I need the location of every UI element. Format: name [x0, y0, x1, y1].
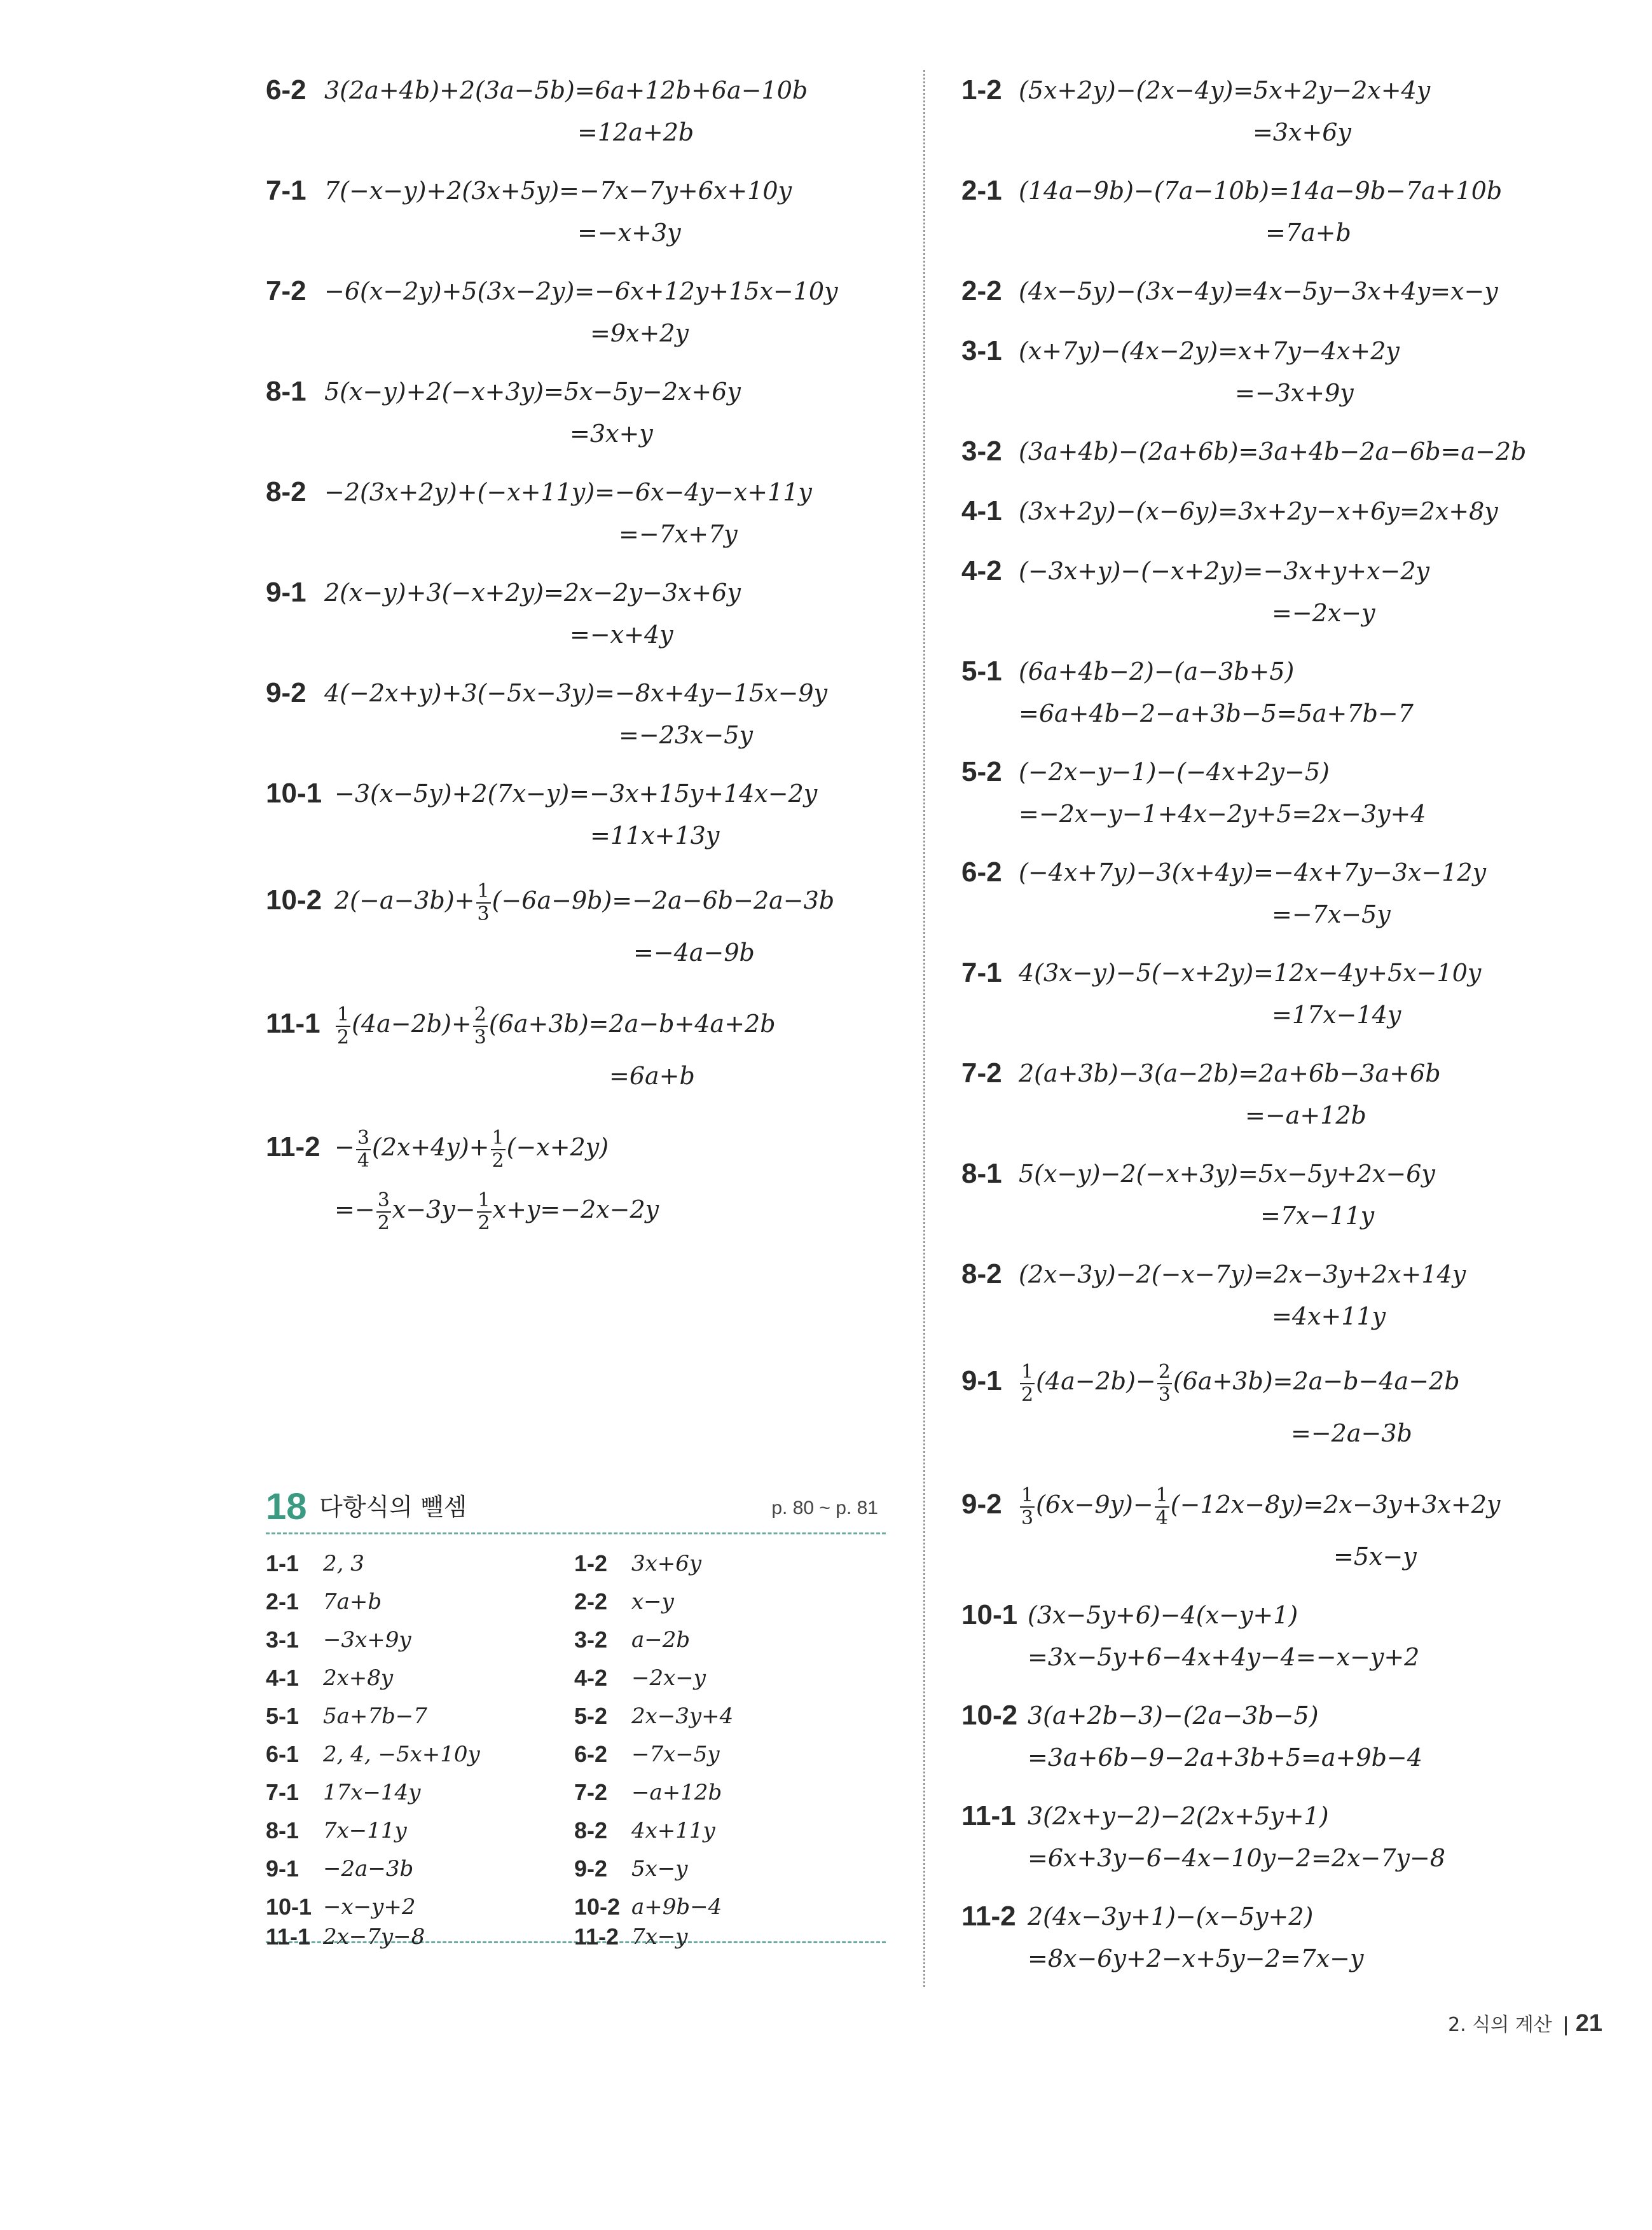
fraction	[1155, 1485, 1169, 1529]
solution-line	[334, 1127, 609, 1172]
answer-number: 8-2	[574, 1817, 608, 1843]
answer-section	[266, 1482, 886, 1943]
section-header	[266, 1482, 886, 1534]
solution-result: =−x+3y	[577, 219, 681, 247]
expr-part: −	[334, 1133, 355, 1161]
answer-number: 1-1	[266, 1550, 299, 1576]
page-footer	[1448, 2004, 1602, 2044]
solution-result: =−23x−5y	[619, 721, 753, 749]
problem-number: 6-2	[266, 74, 306, 106]
answer-value: −2a−3b	[323, 1856, 414, 1882]
fraction	[336, 1004, 350, 1049]
fraction	[356, 1127, 371, 1172]
answer-value: −a+12b	[631, 1780, 722, 1805]
numerator: 1	[478, 1188, 490, 1211]
answer-value: 7a+b	[323, 1589, 382, 1614]
solution-line: =8x−6y+2−x+5y−2=7x−y	[1028, 1944, 1364, 1972]
fraction	[1157, 1361, 1172, 1406]
problem-number: 3-2	[961, 436, 1002, 467]
section-number: 18	[266, 1486, 307, 1527]
solution-result: =7a+b	[1265, 219, 1351, 247]
answer-value: 5a+7b−7	[323, 1703, 427, 1729]
answer-number: 10-1	[266, 1894, 312, 1920]
problem-number: 5-2	[961, 756, 1002, 787]
answer-value: 7x−11y	[323, 1818, 407, 1843]
expr-part: (4a−2b)−	[1036, 1367, 1156, 1395]
solution-result: =9x+2y	[590, 319, 689, 347]
solution-line	[334, 880, 834, 925]
expr-part: 2(−a−3b)+	[334, 886, 475, 914]
answer-value: 2x−3y+4	[631, 1703, 734, 1729]
solution-line: 3(a+2b−3)−(2a−3b−5)	[1028, 1702, 1319, 1730]
solution-line: =−2x−y−1+4x−2y+5=2x−3y+4	[1019, 800, 1426, 828]
answer-number: 8-1	[266, 1817, 299, 1843]
answer-number: 6-1	[266, 1741, 299, 1767]
problem-number: 7-2	[961, 1057, 1002, 1089]
problem-number: 5-1	[961, 656, 1002, 687]
denominator: 4	[357, 1149, 369, 1172]
expr-part: (6a+3b)=2a−b+4a+2b	[488, 1010, 776, 1038]
denominator: 3	[1158, 1383, 1171, 1406]
numerator: 1	[492, 1126, 504, 1149]
fraction	[473, 1004, 488, 1049]
solution-line: 5(x−y)−2(−x+3y)=5x−5y+2x−6y	[1019, 1160, 1435, 1188]
denominator: 3	[474, 1026, 486, 1049]
expr-part: x+y=−2x−2y	[492, 1195, 659, 1223]
problem-number: 7-2	[266, 275, 306, 306]
denominator: 3	[1021, 1506, 1034, 1529]
denominator: 2	[337, 1026, 350, 1049]
numerator: 1	[337, 1003, 350, 1026]
answer-number: 10-2	[574, 1894, 621, 1920]
solution-line: (4x−5y)−(3x−4y)=4x−5y−3x+4y=x−y	[1019, 277, 1498, 305]
answer-number: 9-2	[574, 1855, 608, 1882]
problem-number: 9-2	[266, 677, 306, 708]
problem-number: 2-2	[961, 275, 1002, 306]
fraction	[1020, 1361, 1035, 1406]
solution-line: (x+7y)−(4x−2y)=x+7y−4x+2y	[1019, 337, 1400, 365]
problem-number: 9-1	[266, 577, 306, 608]
problem-number: 9-1	[961, 1365, 1002, 1396]
numerator: 1	[1155, 1483, 1168, 1506]
expr-part: (6a+3b)=2a−b−4a−2b	[1173, 1367, 1460, 1395]
solution-result: =4x+11y	[1272, 1302, 1386, 1330]
solution-line: =3x−5y+6−4x+4y−4=−x−y+2	[1028, 1643, 1420, 1671]
footer-divider	[1565, 2016, 1567, 2035]
solution-result: =−a+12b	[1245, 1101, 1366, 1129]
denominator: 3	[477, 902, 490, 925]
numerator: 1	[1021, 1360, 1034, 1383]
fraction	[476, 881, 491, 925]
answer-number: 7-2	[574, 1779, 608, 1805]
denominator: 2	[377, 1211, 390, 1234]
problem-number: 8-2	[961, 1258, 1002, 1290]
problem-number: 8-1	[961, 1158, 1002, 1189]
numerator: 3	[377, 1188, 390, 1211]
expr-part: =−	[334, 1195, 375, 1223]
problem-number: 10-2	[961, 1700, 1018, 1731]
solution-result: =7x−11y	[1260, 1202, 1375, 1230]
section-pages: p. 80 ~ p. 81	[771, 1497, 878, 1518]
answer-number: 2-1	[266, 1588, 299, 1614]
problem-number: 10-1	[961, 1599, 1018, 1630]
expr-part: (−x+2y)	[506, 1133, 609, 1161]
solution-line: 7(−x−y)+2(3x+5y)=−7x−7y+6x+10y	[324, 177, 792, 205]
denominator: 2	[492, 1149, 504, 1172]
problem-number: 9-2	[961, 1489, 1002, 1520]
solution-line: 4(3x−y)−5(−x+2y)=12x−4y+5x−10y	[1019, 959, 1482, 987]
denominator: 2	[1021, 1383, 1034, 1406]
answer-value: 2x+8y	[323, 1665, 394, 1691]
solution-line: 2(x−y)+3(−x+2y)=2x−2y−3x+6y	[324, 579, 741, 607]
expr-part: (2x+4y)+	[371, 1133, 490, 1161]
answer-value: 2, 3	[323, 1551, 364, 1576]
solution-line: (3x+2y)−(x−6y)=3x+2y−x+6y=2x+8y	[1019, 497, 1498, 525]
solution-line	[1019, 1484, 1500, 1529]
answer-number: 7-1	[266, 1779, 299, 1805]
solution-result: =5x−y	[1333, 1543, 1417, 1571]
answer-number: 2-2	[574, 1588, 608, 1614]
expr-part: (−12x−8y)=2x−3y+3x+2y	[1170, 1490, 1501, 1518]
answer-value: x−y	[631, 1589, 674, 1614]
denominator: 2	[478, 1211, 490, 1234]
problem-number: 3-1	[961, 335, 1002, 366]
problem-number: 10-1	[266, 778, 322, 809]
numerator: 2	[1158, 1360, 1171, 1383]
solution-result: =−x+4y	[570, 621, 673, 649]
answer-grid	[266, 1534, 886, 1943]
solution-line: (−2x−y−1)−(−4x+2y−5)	[1019, 758, 1330, 786]
numerator: 1	[1021, 1483, 1034, 1506]
solution-result: =−3x+9y	[1235, 379, 1354, 407]
solution-line	[1019, 1361, 1460, 1406]
problem-number: 4-1	[961, 495, 1002, 527]
solution-result: =3x+6y	[1253, 118, 1351, 146]
answer-value: −3x+9y	[323, 1627, 411, 1653]
answer-number: 3-2	[574, 1627, 608, 1653]
numerator: 1	[477, 879, 490, 902]
fraction	[477, 1190, 492, 1234]
problem-number: 11-1	[266, 1008, 320, 1039]
solution-line: (3a+4b)−(2a+6b)=3a+4b−2a−6b=a−2b	[1019, 437, 1527, 465]
solution-result: =−7x−5y	[1272, 900, 1391, 928]
section-title: 다항식의 뺄셈	[319, 1493, 467, 1521]
expr-part: (4a−2b)+	[352, 1010, 472, 1038]
fraction	[491, 1127, 506, 1172]
solution-result: =−2x−y	[1272, 599, 1375, 627]
solution-line: (5x+2y)−(2x−4y)=5x+2y−2x+4y	[1019, 76, 1431, 104]
fraction	[1020, 1485, 1035, 1529]
answer-value: 4x+11y	[631, 1818, 715, 1843]
page-number: 21	[1575, 2010, 1602, 2037]
answer-number: 3-1	[266, 1627, 299, 1653]
solution-result: =17x−14y	[1272, 1001, 1401, 1029]
solution-line: (2x−3y)−2(−x−7y)=2x−3y+2x+14y	[1019, 1260, 1466, 1288]
numerator: 2	[474, 1003, 486, 1026]
answer-number: 1-2	[574, 1550, 608, 1576]
denominator: 4	[1155, 1506, 1168, 1529]
solution-line: (3x−5y+6)−4(x−y+1)	[1028, 1601, 1298, 1629]
answer-value: a−2b	[631, 1627, 691, 1653]
answer-value: −2x−y	[631, 1665, 706, 1691]
problem-number: 7-1	[266, 175, 306, 206]
answer-value: 5x−y	[631, 1856, 688, 1882]
answer-value: 7x−y	[631, 1924, 688, 1950]
answer-number: 11-2	[574, 1924, 619, 1950]
solution-line: 3(2x+y−2)−2(2x+5y+1)	[1028, 1802, 1329, 1830]
column-divider	[923, 70, 925, 1987]
solution-line: =3a+6b−9−2a+3b+5=a+9b−4	[1028, 1744, 1422, 1772]
solution-line: 3(2a+4b)+2(3a−5b)=6a+12b+6a−10b	[324, 76, 808, 104]
problem-number: 8-1	[266, 376, 306, 407]
fraction	[376, 1190, 391, 1234]
solution-line	[334, 1003, 776, 1049]
answer-value: 3x+6y	[631, 1551, 702, 1576]
solution-result: =12a+2b	[577, 118, 694, 146]
chapter-title: 2. 식의 계산	[1448, 2014, 1552, 2036]
answer-value: 2, 4, −5x+10y	[323, 1742, 480, 1767]
problem-number: 11-2	[961, 1901, 1016, 1932]
solution-line: 2(4x−3y+1)−(x−5y+2)	[1028, 1903, 1314, 1931]
problem-number: 4-2	[961, 555, 1002, 586]
solution-result: =6a+b	[609, 1062, 695, 1090]
solution-line: =6x+3y−6−4x−10y−2=2x−7y−8	[1028, 1844, 1446, 1872]
answer-number: 5-2	[574, 1703, 608, 1729]
solution-result: =−4a−9b	[633, 939, 755, 967]
problem-number: 11-1	[961, 1800, 1016, 1831]
expr-part: (6x−9y)−	[1036, 1490, 1153, 1518]
answer-number: 9-1	[266, 1855, 299, 1882]
problem-number: 7-1	[961, 957, 1002, 988]
answer-value: a+9b−4	[631, 1894, 722, 1920]
problem-number: 8-2	[266, 476, 306, 507]
answer-value: −7x−5y	[631, 1742, 720, 1767]
answer-number: 4-2	[574, 1665, 608, 1691]
answer-number: 5-1	[266, 1703, 299, 1729]
solution-line: −3(x−5y)+2(7x−y)=−3x+15y+14x−2y	[334, 780, 818, 808]
solution-line: (−4x+7y)−3(x+4y)=−4x+7y−3x−12y	[1019, 858, 1487, 886]
solution-line: =6a+4b−2−a+3b−5=5a+7b−7	[1019, 699, 1414, 727]
expr-part: (−6a−9b)=−2a−6b−2a−3b	[492, 886, 835, 914]
problem-number: 10-2	[266, 884, 322, 916]
solution-line: (6a+4b−2)−(a−3b+5)	[1019, 657, 1295, 685]
answer-value: 2x−7y−8	[323, 1924, 425, 1950]
answer-number: 4-1	[266, 1665, 299, 1691]
expr-part: x−3y−	[392, 1195, 476, 1223]
solution-line: 4(−2x+y)+3(−5x−3y)=−8x+4y−15x−9y	[324, 679, 828, 707]
problem-number: 1-2	[961, 74, 1002, 106]
answer-value: 17x−14y	[323, 1780, 421, 1805]
solution-result: =3x+y	[570, 420, 653, 448]
solution-result: =−7x+7y	[619, 520, 738, 548]
numerator: 3	[357, 1126, 369, 1149]
problem-number: 6-2	[961, 857, 1002, 888]
solution-line: (−3x+y)−(−x+2y)=−3x+y+x−2y	[1019, 557, 1429, 585]
solution-line	[334, 1189, 659, 1234]
solution-result: =−2a−3b	[1291, 1419, 1412, 1447]
problem-number: 2-1	[961, 175, 1002, 206]
solution-line: 5(x−y)+2(−x+3y)=5x−5y−2x+6y	[324, 378, 741, 406]
answer-number: 6-2	[574, 1741, 608, 1767]
solution-line: 2(a+3b)−3(a−2b)=2a+6b−3a+6b	[1019, 1059, 1441, 1087]
solution-line: −2(3x+2y)+(−x+11y)=−6x−4y−x+11y	[324, 478, 812, 506]
solution-line: (14a−9b)−(7a−10b)=14a−9b−7a+10b	[1019, 177, 1503, 205]
solution-line: −6(x−2y)+5(3x−2y)=−6x+12y+15x−10y	[324, 277, 838, 305]
solution-result: =11x+13y	[590, 822, 720, 850]
answer-value: −x−y+2	[323, 1894, 416, 1920]
answer-number: 11-1	[266, 1924, 311, 1950]
problem-number: 11-2	[266, 1131, 320, 1162]
